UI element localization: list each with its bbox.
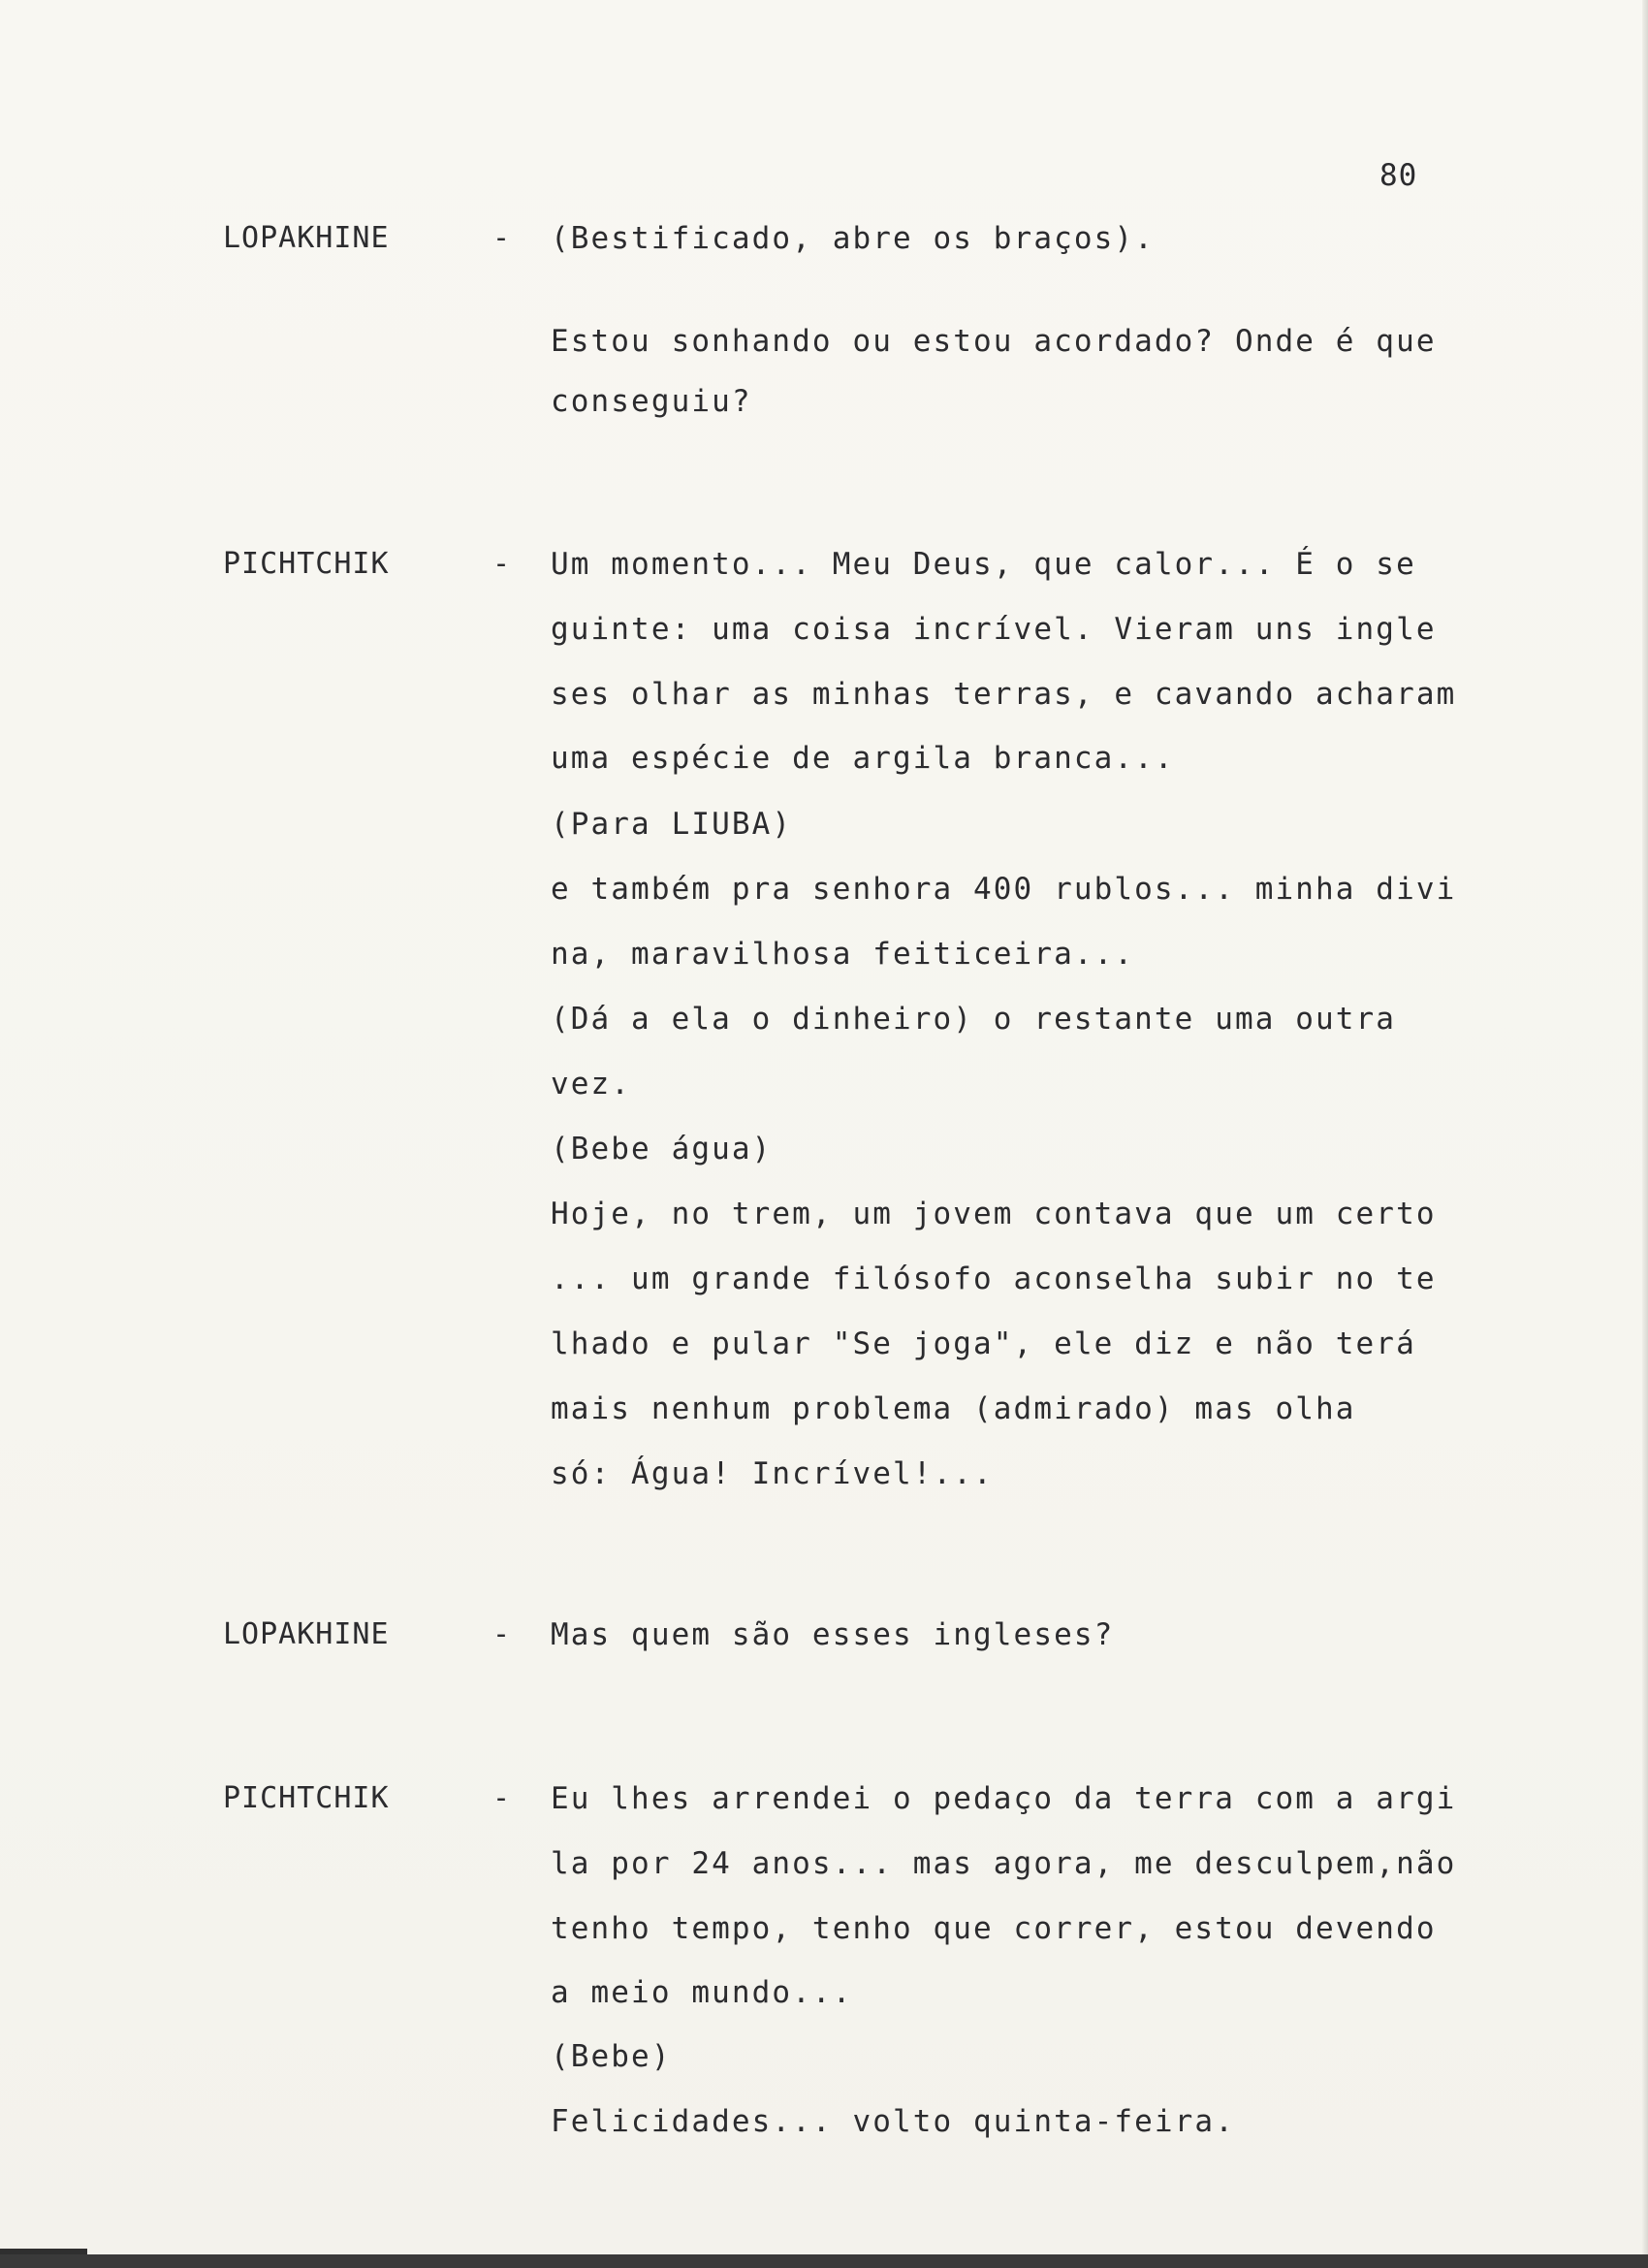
speaker-dash: - [492,547,511,581]
page-edge-shadow [1642,0,1648,2268]
stage-direction: (Bebe) [551,2039,672,2074]
dialogue-line: uma espécie de argila branca... [551,741,1175,776]
dialogue-line: (Bestificado, abre os braços). [551,221,1155,256]
dialogue-line: ses olhar as minhas terras, e cavando acharam [551,677,1457,712]
dialogue-line: guinte: uma coisa incrível. Vieram uns ingle [551,612,1437,647]
stage-direction: (Bebe água) [551,1132,773,1166]
dialogue-line: Mas quem são esses ingleses? [551,1617,1115,1652]
dialogue-line: Hoje, no trem, um jovem contava que um certo [551,1197,1437,1231]
speaker-dash: - [492,221,511,255]
dialogue-line: la por 24 anos... mas agora, me desculpem,não [551,1846,1457,1881]
dialogue-line: Um momento... Meu Deus, que calor... É o se [551,547,1416,582]
dialogue-line: Estou sonhando ou estou acordado? Onde é que [551,324,1437,359]
scan-bottom-edge [0,2254,1648,2268]
dialogue-line: ... um grande filósofo aconselha subir no te [551,1262,1437,1296]
dialogue-line: Felicidades... volto quinta-feira. [551,2104,1235,2139]
dialogue-line: a meio mundo... [551,1975,853,2010]
stage-direction: (Para LIUBA) [551,807,793,842]
speaker-name: PICHTCHIK [223,1781,390,1815]
dialogue-line: vez. [551,1067,632,1102]
page-number: 80 [1379,158,1418,193]
dialogue-line: só: Água! Incrível!... [551,1456,994,1491]
dialogue-line: na, maravilhosa feiticeira... [551,937,1135,972]
dialogue-line: e também pra senhora 400 rublos... minha divi [551,872,1457,907]
speaker-dash: - [492,1781,511,1815]
speaker-name: PICHTCHIK [223,547,390,581]
dialogue-line: mais nenhum problema (admirado) mas olha [551,1391,1356,1426]
dialogue-line: (Dá a ela o dinheiro) o restante uma outra [551,1002,1397,1037]
speaker-name: LOPAKHINE [223,221,390,255]
speaker-dash: - [492,1617,511,1651]
dialogue-line: conseguiu? [551,384,752,419]
speaker-name: LOPAKHINE [223,1617,390,1651]
dialogue-line: tenho tempo, tenho que correr, estou devendo [551,1911,1437,1946]
dialogue-line: Eu lhes arrendei o pedaço da terra com a argi [551,1781,1457,1816]
dialogue-line: lhado e pular "Se joga", ele diz e não terá [551,1326,1416,1361]
